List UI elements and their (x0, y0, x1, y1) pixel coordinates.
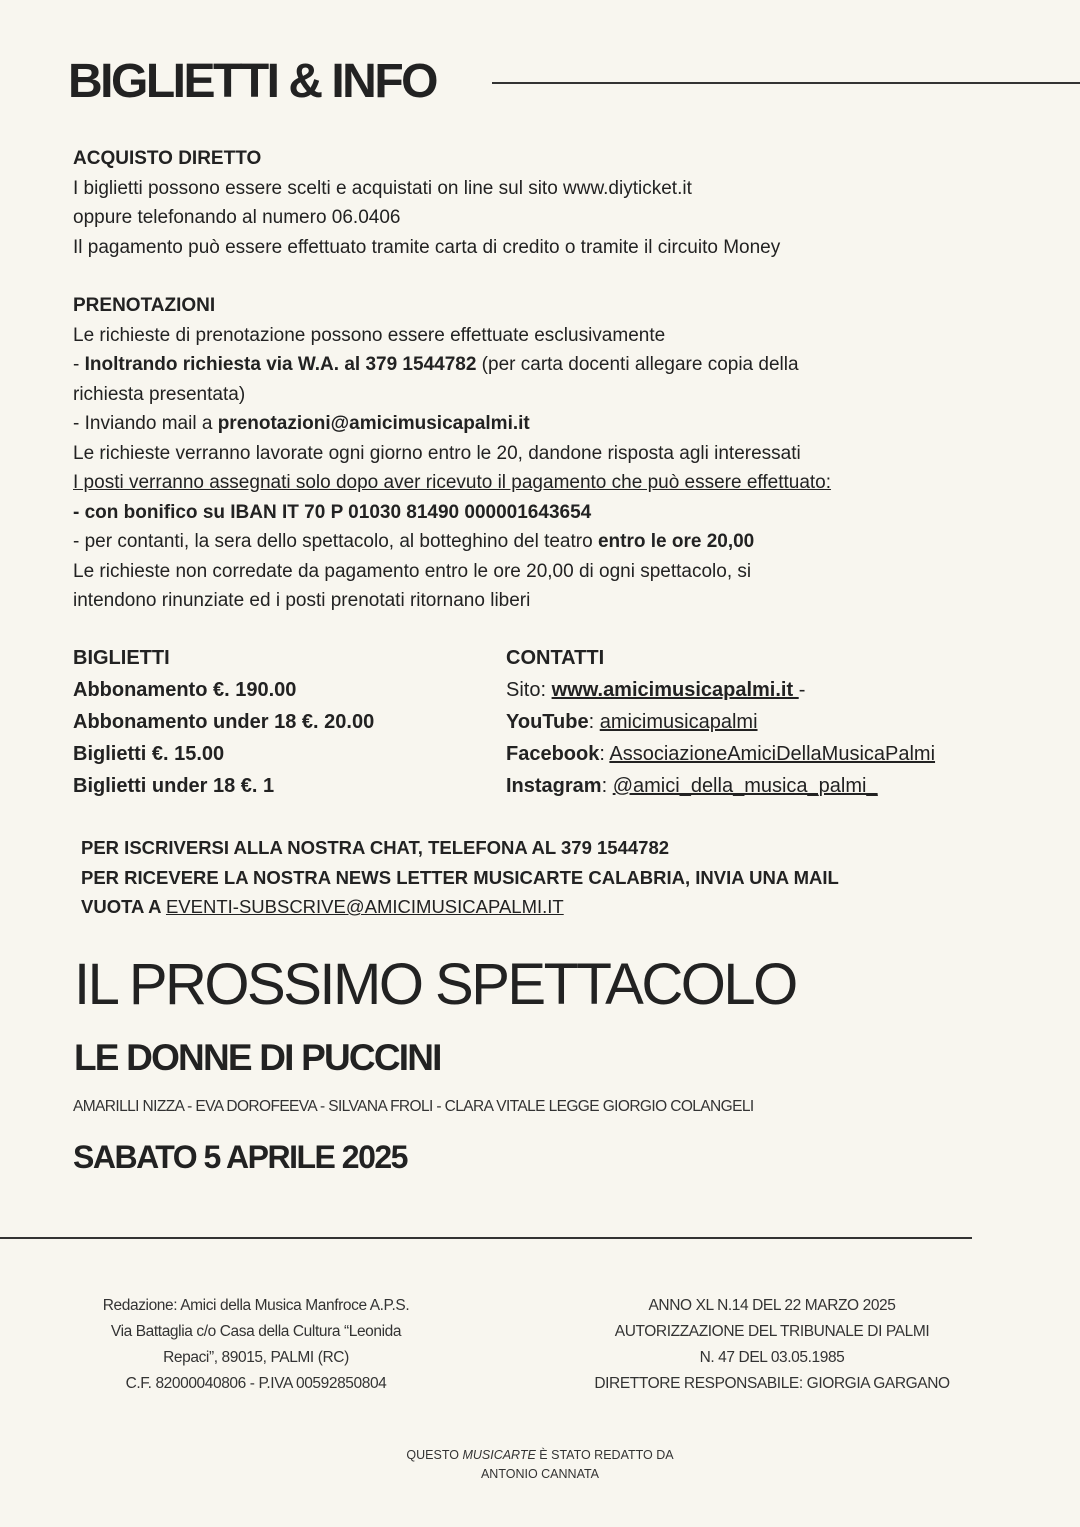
footer-line: Repaci”, 89015, PALMI (RC) (163, 1349, 349, 1366)
prenotazioni-line: Le richieste non corredate da pagamento entro le ore 20,00 di ogni spettacolo, si (73, 560, 752, 582)
footer-line: Via Battaglia c/o Casa della Cultura “Leonida (110, 1323, 402, 1340)
contatti-section (506, 642, 935, 802)
prenotazioni-line (73, 498, 831, 528)
footer-line: Redazione: Amici della Musica Manfroce A.P.S. (102, 1297, 410, 1314)
contact-instagram (506, 770, 935, 802)
prenotazioni-line (73, 350, 831, 380)
ticket-price-item: Biglietti under 18 €. 1 (73, 775, 275, 797)
notice-line: PER RICEVERE LA NOSTRA NEWS LETTER MUSICARTE CALABRIA, INVIA UNA MAIL (81, 866, 839, 888)
notice-line (81, 892, 839, 922)
footer-line: N. 47 DEL 03.05.1985 (699, 1349, 845, 1366)
cash-deadline: entro le ore 20,00 (597, 531, 755, 552)
credits-author: ANTONIO CANNATA (480, 1467, 600, 1481)
prenotazioni-line: richiesta presentata) (73, 383, 246, 405)
prenotazioni-section (73, 291, 831, 616)
instagram-link[interactable]: @amici_della_musica_palmi_ (612, 775, 878, 797)
credits-publication: MUSICARTE (462, 1448, 536, 1462)
footer-editorial-info (56, 1293, 456, 1397)
contact-facebook (506, 738, 935, 770)
website-link[interactable]: www.amicimusicapalmi.it (551, 679, 799, 701)
biglietti-section (73, 642, 374, 802)
credits-prefix: QUESTO (406, 1448, 463, 1462)
notice-line: PER ISCRIVERSI ALLA NOSTRA CHAT, TELEFONA AL 379 1544782 (81, 837, 670, 858)
prenotazioni-line (73, 409, 831, 439)
prenotazioni-line (73, 527, 831, 557)
credits (340, 1446, 740, 1484)
youtube-link[interactable]: amicimusicapalmi (599, 711, 758, 733)
line-prefix: - (73, 354, 85, 375)
facebook-link[interactable]: AssociazioneAmiciDellaMusicaPalmi (609, 743, 936, 765)
contact-label: Facebook (506, 743, 600, 765)
acquisto-line: oppure telefonando al numero 06.0406 (73, 207, 401, 228)
contact-label: YouTube (506, 711, 589, 733)
prenotazioni-heading: PRENOTAZIONI (73, 295, 216, 316)
footer-line: ANNO XL N.14 DEL 22 MARZO 2025 (648, 1297, 896, 1314)
notice-prefix: VUOTA A (81, 896, 166, 917)
line-prefix: - Inviando mail a (73, 413, 218, 434)
line-prefix: - (73, 501, 85, 523)
ticket-price-item: Abbonamento €. 190.00 (73, 679, 297, 701)
contact-separator: : (588, 711, 600, 733)
contatti-heading: CONTATTI (506, 647, 605, 669)
acquisto-heading: ACQUISTO DIRETTO (73, 148, 262, 169)
acquisto-line: I biglietti possono essere scelti e acquistati on line sul sito www.diyticket.it (73, 177, 692, 199)
prenotazioni-line: Le richieste di prenotazione possono essere effettuate esclusivamente (73, 324, 666, 346)
contact-label: Instagram (506, 775, 602, 797)
biglietti-heading: BIGLIETTI (73, 647, 170, 669)
contact-suffix: - (798, 679, 806, 701)
contact-label: Sito: (506, 679, 552, 701)
show-date: SABATO 5 APRILE 2025 (73, 1139, 407, 1175)
ticket-price-item: Biglietti €. 15.00 (73, 743, 225, 765)
contact-separator: : (599, 743, 610, 765)
contact-website (506, 674, 935, 706)
show-performers: AMARILLI NIZZA - EVA DOROFEEVA - SILVANA FROLI - CLARA VITALE LEGGE GIORGIO COLANGELI (73, 1098, 754, 1115)
page-title: BIGLIETTI & INFO (68, 55, 436, 108)
prenotazioni-line: intendono rinunziate ed i posti prenotati ritornano liberi (73, 590, 531, 611)
footer-line: C.F. 82000040806 - P.IVA 00592850804 (125, 1375, 387, 1392)
show-title: LE DONNE DI PUCCINI (74, 1037, 441, 1078)
newsletter-email-link[interactable]: EVENTI-SUBSCRIVE@AMICIMUSICAPALMI.IT (165, 896, 564, 917)
whatsapp-instruction: Inoltrando richiesta via W.A. al 379 1544782 (84, 354, 477, 375)
footer-divider (0, 1237, 972, 1239)
credits-suffix: È STATO REDATTO DA (535, 1448, 674, 1462)
line-prefix: - per contanti, la sera dello spettacolo, al botteghino del teatro (73, 531, 598, 552)
prenotazioni-line: I posti verranno assegnati solo dopo aver ricevuto il pagamento che può essere effettuato: (73, 472, 832, 493)
footer-publication-info (562, 1293, 982, 1397)
next-show-heading: IL PROSSIMO SPETTACOLO (74, 952, 796, 1017)
iban-info: con bonifico su IBAN IT 70 P 01030 81490 000001643654 (84, 501, 592, 523)
ticket-price-item: Abbonamento under 18 €. 20.00 (73, 711, 375, 733)
prenotazioni-line: Le richieste verranno lavorate ogni giorno entro le 20, dandone risposta agli interessati (73, 442, 801, 464)
acquisto-section (73, 144, 780, 262)
contact-youtube (506, 706, 935, 738)
footer-line: AUTORIZZAZIONE DEL TRIBUNALE DI PALMI (614, 1323, 930, 1340)
line-rest: (per carta docenti allegare copia della (476, 354, 799, 375)
booking-email[interactable]: prenotazioni@amicimusicapalmi.it (217, 413, 530, 434)
footer-line: DIRETTORE RESPONSABILE: GIORGIA GARGANO (594, 1375, 950, 1392)
chat-newsletter-notice (81, 833, 839, 922)
contact-separator: : (601, 775, 613, 797)
title-divider (492, 82, 1080, 84)
credits-line (340, 1446, 740, 1465)
acquisto-line: Il pagamento può essere effettuato tramite carta di credito o tramite il circuito Money (73, 236, 781, 258)
